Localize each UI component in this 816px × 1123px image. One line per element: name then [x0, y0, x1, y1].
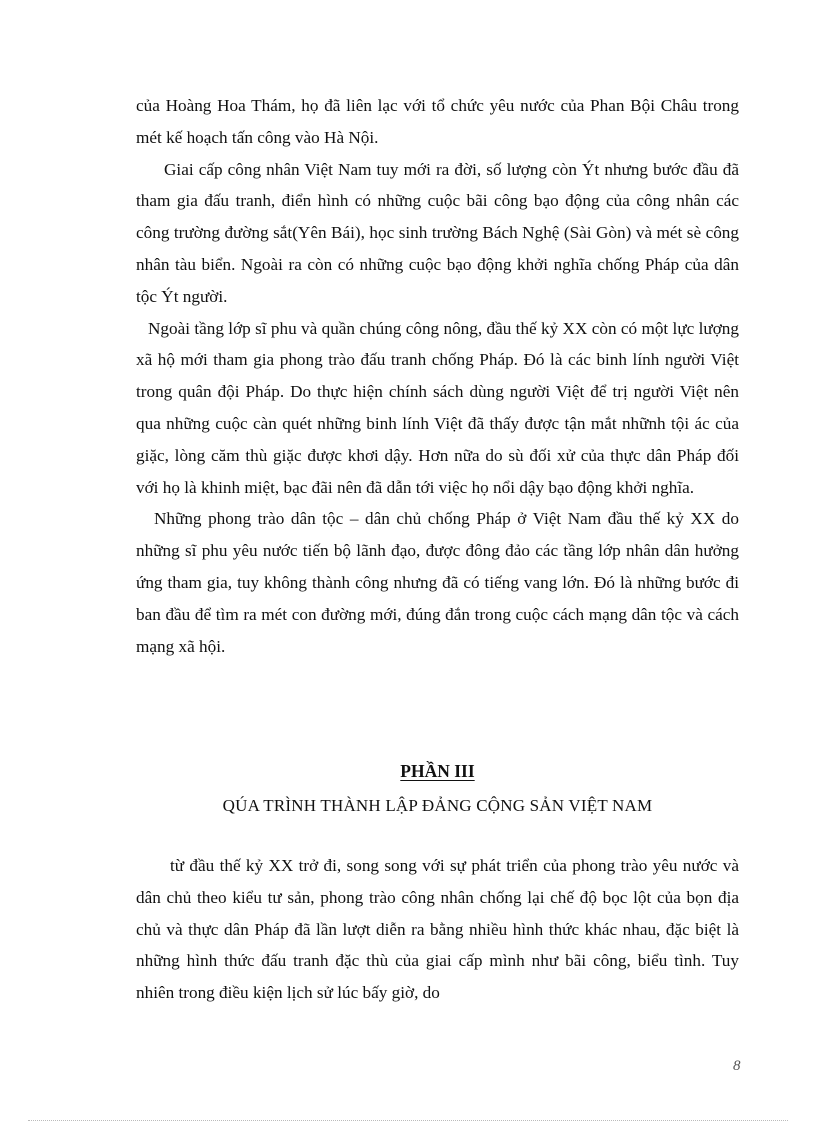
paragraph: từ đầu thế kỷ XX trở đi, song song với sự phát triển của phong trào yêu nước và dân chủ theo kiểu tư sản, phong trào công nhân chống lại chế độ bọc lột của bọn địa chủ và thực dân Pháp đã lần lượt diễn ra bằng nhiều hình thức khác nhau, đặc biệt là những hình thức đấu tranh đặc thù của giai cấp mình như bãi công, biểu tình. Tuy nhiên trong điều kiện lịch sử lúc bấy giờ, do	[136, 856, 739, 1003]
section-title: QÚA TRÌNH THÀNH LẬP ĐẢNG CỘNG SẢN VIỆT NAM	[222, 796, 653, 815]
page-number: 8	[733, 1058, 741, 1074]
paragraph: Ngoài tầng lớp sĩ phu và quần chúng công nông, đầu thế kỷ XX còn có một lực lượng xã hộ mới tham gia phong trào đấu tranh chống Pháp. Đó là các binh lính người Việt trong quân đội Pháp. Do thực hiện chính sách dùng người Việt để trị người Việt nên qua những cuộc càn quét những binh lính Việt đã thấy được tận mắt nhữnh tội ác của giặc, lòng căm thù giặc được khơi dậy. Hơn nữa do sù đối xử của thực dân Pháp đối với họ là khinh miệt, bạc đãi nên đã dẫn tới việc họ nổi dậy bạo động khởi nghĩa.	[136, 318, 739, 497]
paragraph: Giai cấp công nhân Việt Nam tuy mới ra đời, số lượng còn Ýt nhưng bước đầu đã tham gia đấu tranh, điển hình có những cuộc bãi công bạo động của công nhân các công trường đường sắt(Yên Bái), học sinh trường Bách Nghệ (Sài Gòn) và mét sè công nhân tàu biển. Ngoài ra còn có những cuộc bạo động khởi nghĩa chống Pháp của dân tộc Ýt người.	[136, 159, 739, 306]
body-text-before-section	[136, 90, 739, 662]
section-part-label: PHẦN III	[400, 761, 475, 781]
paragraph: Những phong trào dân tộc – dân chủ chống Pháp ở Việt Nam đầu thế kỷ XX do những sĩ phu yêu nước tiến bộ lãnh đạo, được đông đảo các tầng lớp nhân dân hưởng ứng tham gia, tuy không thành công nhưng đã có tiếng vang lớn. Đó là những bước đi ban đầu để tìm ra mét con đường mới, đúng đắn trong cuộc cách mạng dân tộc và cách mạng xã hội.	[136, 509, 739, 656]
paragraph: của Hoàng Hoa Thám, họ đã liên lạc với tổ chức yêu nước của Phan Bội Châu trong mét kế hoạch tấn công vào Hà Nội.	[136, 96, 739, 147]
body-text-after-section	[136, 850, 739, 1009]
footer-divider	[28, 1120, 788, 1121]
